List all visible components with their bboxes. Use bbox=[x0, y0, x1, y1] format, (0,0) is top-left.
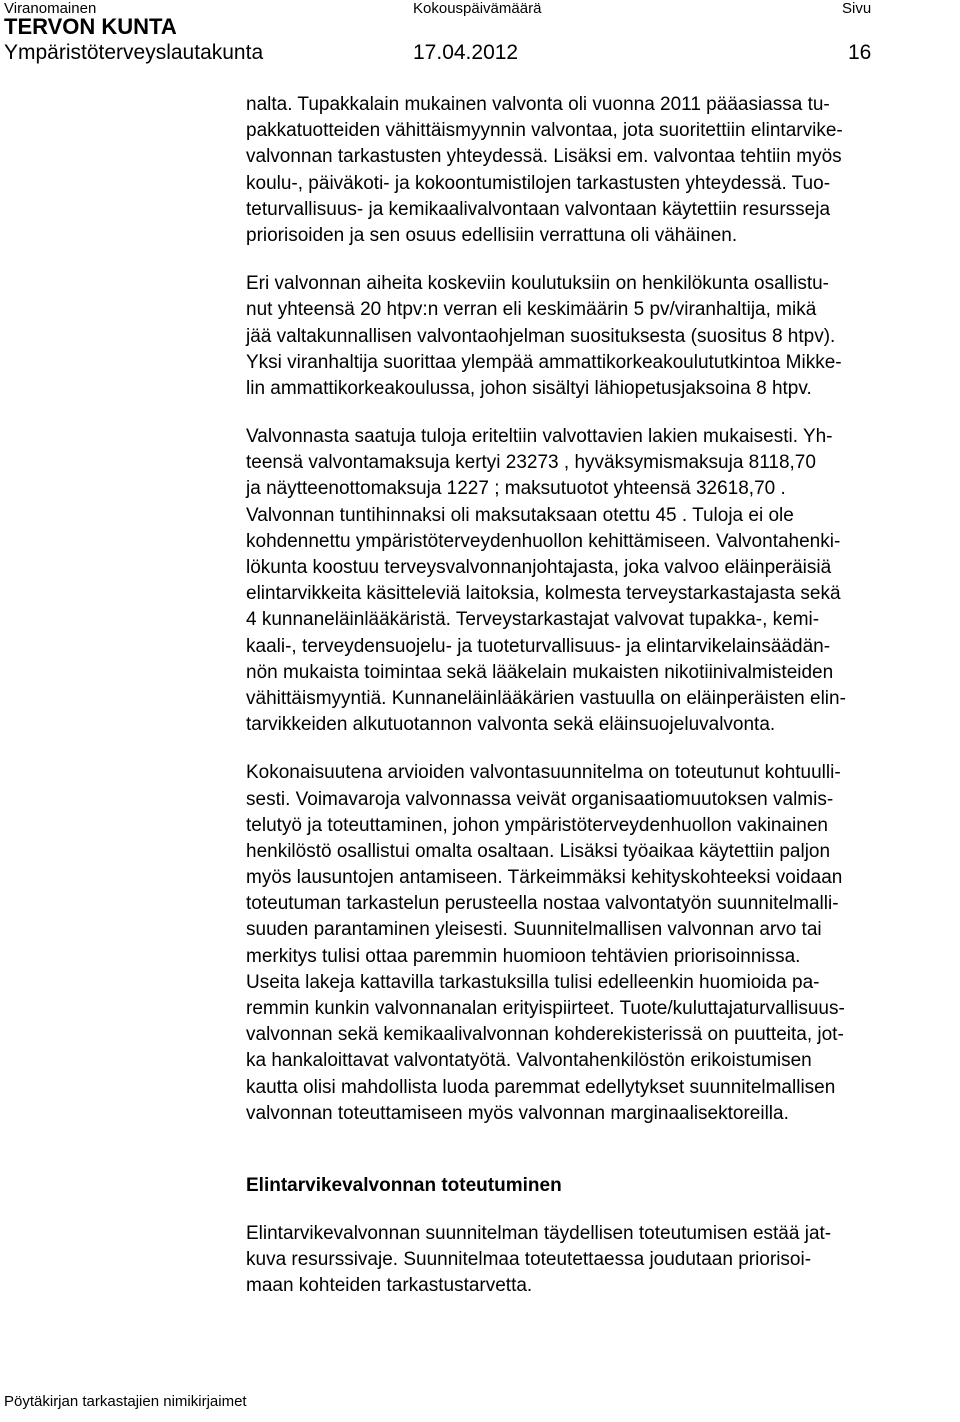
page-label: Sivu bbox=[842, 0, 872, 17]
text-line: Elintarvikevalvonnan suunnitelman täydellisen toteutumisen estää jat- bbox=[246, 1222, 832, 1244]
document-body bbox=[246, 92, 952, 1300]
page-number: 16 bbox=[848, 41, 872, 64]
text-line: nön mukaista toimintaa sekä lääkelain mukaisten nikotiinivalmisteiden bbox=[246, 661, 834, 683]
text-line: lökunta koostuu terveysvalvonnanjohtajasta, joka valvoo eläinperäisiä bbox=[246, 557, 832, 578]
text-line: valvonnan toteuttamiseen myös valvonnan marginaalisektoreilla. bbox=[246, 1102, 789, 1124]
text-line: myös lausuntojen antamiseen. Tärkeimmäksi kehityskohteeksi voidaan bbox=[246, 867, 843, 889]
text-line: Eri valvonnan aiheita koskeviin koulutuksiin on henkilökunta osallistu- bbox=[246, 273, 829, 295]
text-line: elintarvikkeita käsitteleviä laitoksia, kolmesta terveystarkastajasta sekä bbox=[246, 583, 841, 605]
text-line: Kokonaisuutena arvioiden valvontasuunnitelma on toteutunut kohtuulli- bbox=[246, 762, 841, 784]
meeting-date-label: Kokouspäivämäärä bbox=[413, 0, 542, 17]
text-line: Useita lakeja kattavilla tarkastuksilla tulisi edelleenkin huomioida pa- bbox=[246, 971, 820, 993]
text-line: priorisoiden ja sen osuus edellisiin verrattuna oli vähäinen. bbox=[246, 224, 738, 246]
text-line: nut yhteensä 20 htpv:n verran eli keskimäärin 5 pv/viranhaltija, mikä bbox=[246, 299, 817, 321]
paragraph-food-control bbox=[246, 1221, 952, 1300]
section-heading: Elintarvikevalvonnan toteutuminen bbox=[246, 1174, 562, 1196]
text-line: tarvikkeiden alkutuotannon valvonta sekä eläinsuojeluvalvonta. bbox=[246, 714, 776, 736]
text-line: kautta olisi mahdollista luoda paremmat edellytykset suunnitelmallisen bbox=[246, 1076, 836, 1098]
text-line: nalta. Tupakkalain mukainen valvonta oli vuonna 2011 pääasiassa tu- bbox=[246, 94, 830, 115]
text-line: teensä valvontamaksuja kertyi 23273 , hyväksymismaksuja 8118,70 bbox=[246, 452, 816, 474]
text-line: Valvonnan tuntihinnaksi oli maksutaksaan otettu 45 . Tuloja ei ole bbox=[246, 504, 794, 526]
text-line: kohdennettu ympäristöterveydenhuollon kehittämiseen. Valvontahenki- bbox=[246, 530, 841, 552]
text-line: remmin kunkin valvonnanalan erityispiirteet. Tuote/kuluttajaturvallisuus- bbox=[246, 998, 845, 1019]
text-line: ka hankaloittavat valvontatyötä. Valvontahenkilöstön erikoistumisen bbox=[246, 1050, 812, 1072]
board-name: Ympäristöterveyslautakunta bbox=[4, 41, 264, 64]
text-line: valvonnan tarkastusten yhteydessä. Lisäksi em. valvontaa tehtiin myös bbox=[246, 146, 842, 168]
text-line: jää valtakunnallisen valvontaohjelman suosituksesta (suositus 8 htpv). bbox=[246, 325, 836, 347]
text-line: henkilöstö osallistui omalta osaltaan. Lisäksi työaikaa käytettiin paljon bbox=[246, 840, 831, 862]
text-line: valvonnan sekä kemikaalivalvonnan kohderekisterissä on puutteita, jot- bbox=[246, 1024, 844, 1046]
text-line: Valvonnasta saatuja tuloja eriteltiin valvottavien lakien mukaisesti. Yh- bbox=[246, 426, 833, 448]
text-line: merkitys tulisi ottaa paremmin huomioon tehtävien priorisoinnissa. bbox=[246, 945, 801, 967]
text-line: suuden parantaminen yleisesti. Suunnitelmallisen valvonnan arvo tai bbox=[246, 919, 822, 941]
text-line: koulu-, päiväkoti- ja kokoontumistilojen tarkastusten yhteydessä. Tuo- bbox=[246, 172, 831, 194]
text-line: kuva resurssivaje. Suunnitelmaa toteutettaessa joudutaan priorisoi- bbox=[246, 1249, 812, 1271]
text-line: sesti. Voimavaroja valvonnassa veivät organisaatiomuutoksen valmis- bbox=[246, 788, 834, 810]
text-line: toteutuman tarkastelun perusteella nostaa valvontatyön suunnitelmalli- bbox=[246, 893, 839, 915]
official-label: Viranomainen bbox=[4, 0, 97, 17]
text-line: telutyö ja toteuttaminen, johon ympäristöterveydenhuollon vakinainen bbox=[246, 814, 828, 836]
text-line: pakkatuotteiden vähittäismyynnin valvontaa, jota suoritettiin elintarvike- bbox=[246, 120, 843, 142]
text-line: 4 kunnaneläinlääkäristä. Terveystarkastajat valvovat tupakka-, kemi- bbox=[246, 609, 820, 631]
text-line: vähittäismyyntiä. Kunnaneläinlääkärien vastuulla on eläinperäisten elin- bbox=[246, 687, 846, 709]
paragraph-training bbox=[246, 271, 952, 402]
text-line: ja näytteenottomaksuja 1227 ; maksutuotot yhteensä 32618,70 . bbox=[246, 478, 786, 500]
text-line: maan kohteiden tarkastustarvetta. bbox=[246, 1275, 533, 1297]
meeting-date: 17.04.2012 bbox=[413, 41, 519, 64]
organization-name: TERVON KUNTA bbox=[4, 14, 177, 39]
text-line: lin ammattikorkeakoulussa, johon sisältyi lähiopetusjaksoina 8 htpv. bbox=[246, 377, 812, 399]
text-line: teturvallisuus- ja kemikaalivalvontaan valvontaan käytettiin resursseja bbox=[246, 198, 831, 220]
text-line: Yksi viranhaltija suorittaa ylempää ammattikorkeakoulututkintoa Mikke- bbox=[246, 351, 842, 373]
paragraph-tobacco bbox=[246, 92, 952, 249]
paragraph-revenue-staff bbox=[246, 424, 952, 738]
signatures-label: Pöytäkirjan tarkastajien nimikirjaimet bbox=[4, 1393, 247, 1410]
paragraph-assessment bbox=[246, 760, 952, 1127]
text-line: kaali-, terveydensuojelu- ja tuoteturvallisuus- ja elintarvikelainsäädän- bbox=[246, 635, 831, 657]
document-header bbox=[0, 0, 960, 72]
